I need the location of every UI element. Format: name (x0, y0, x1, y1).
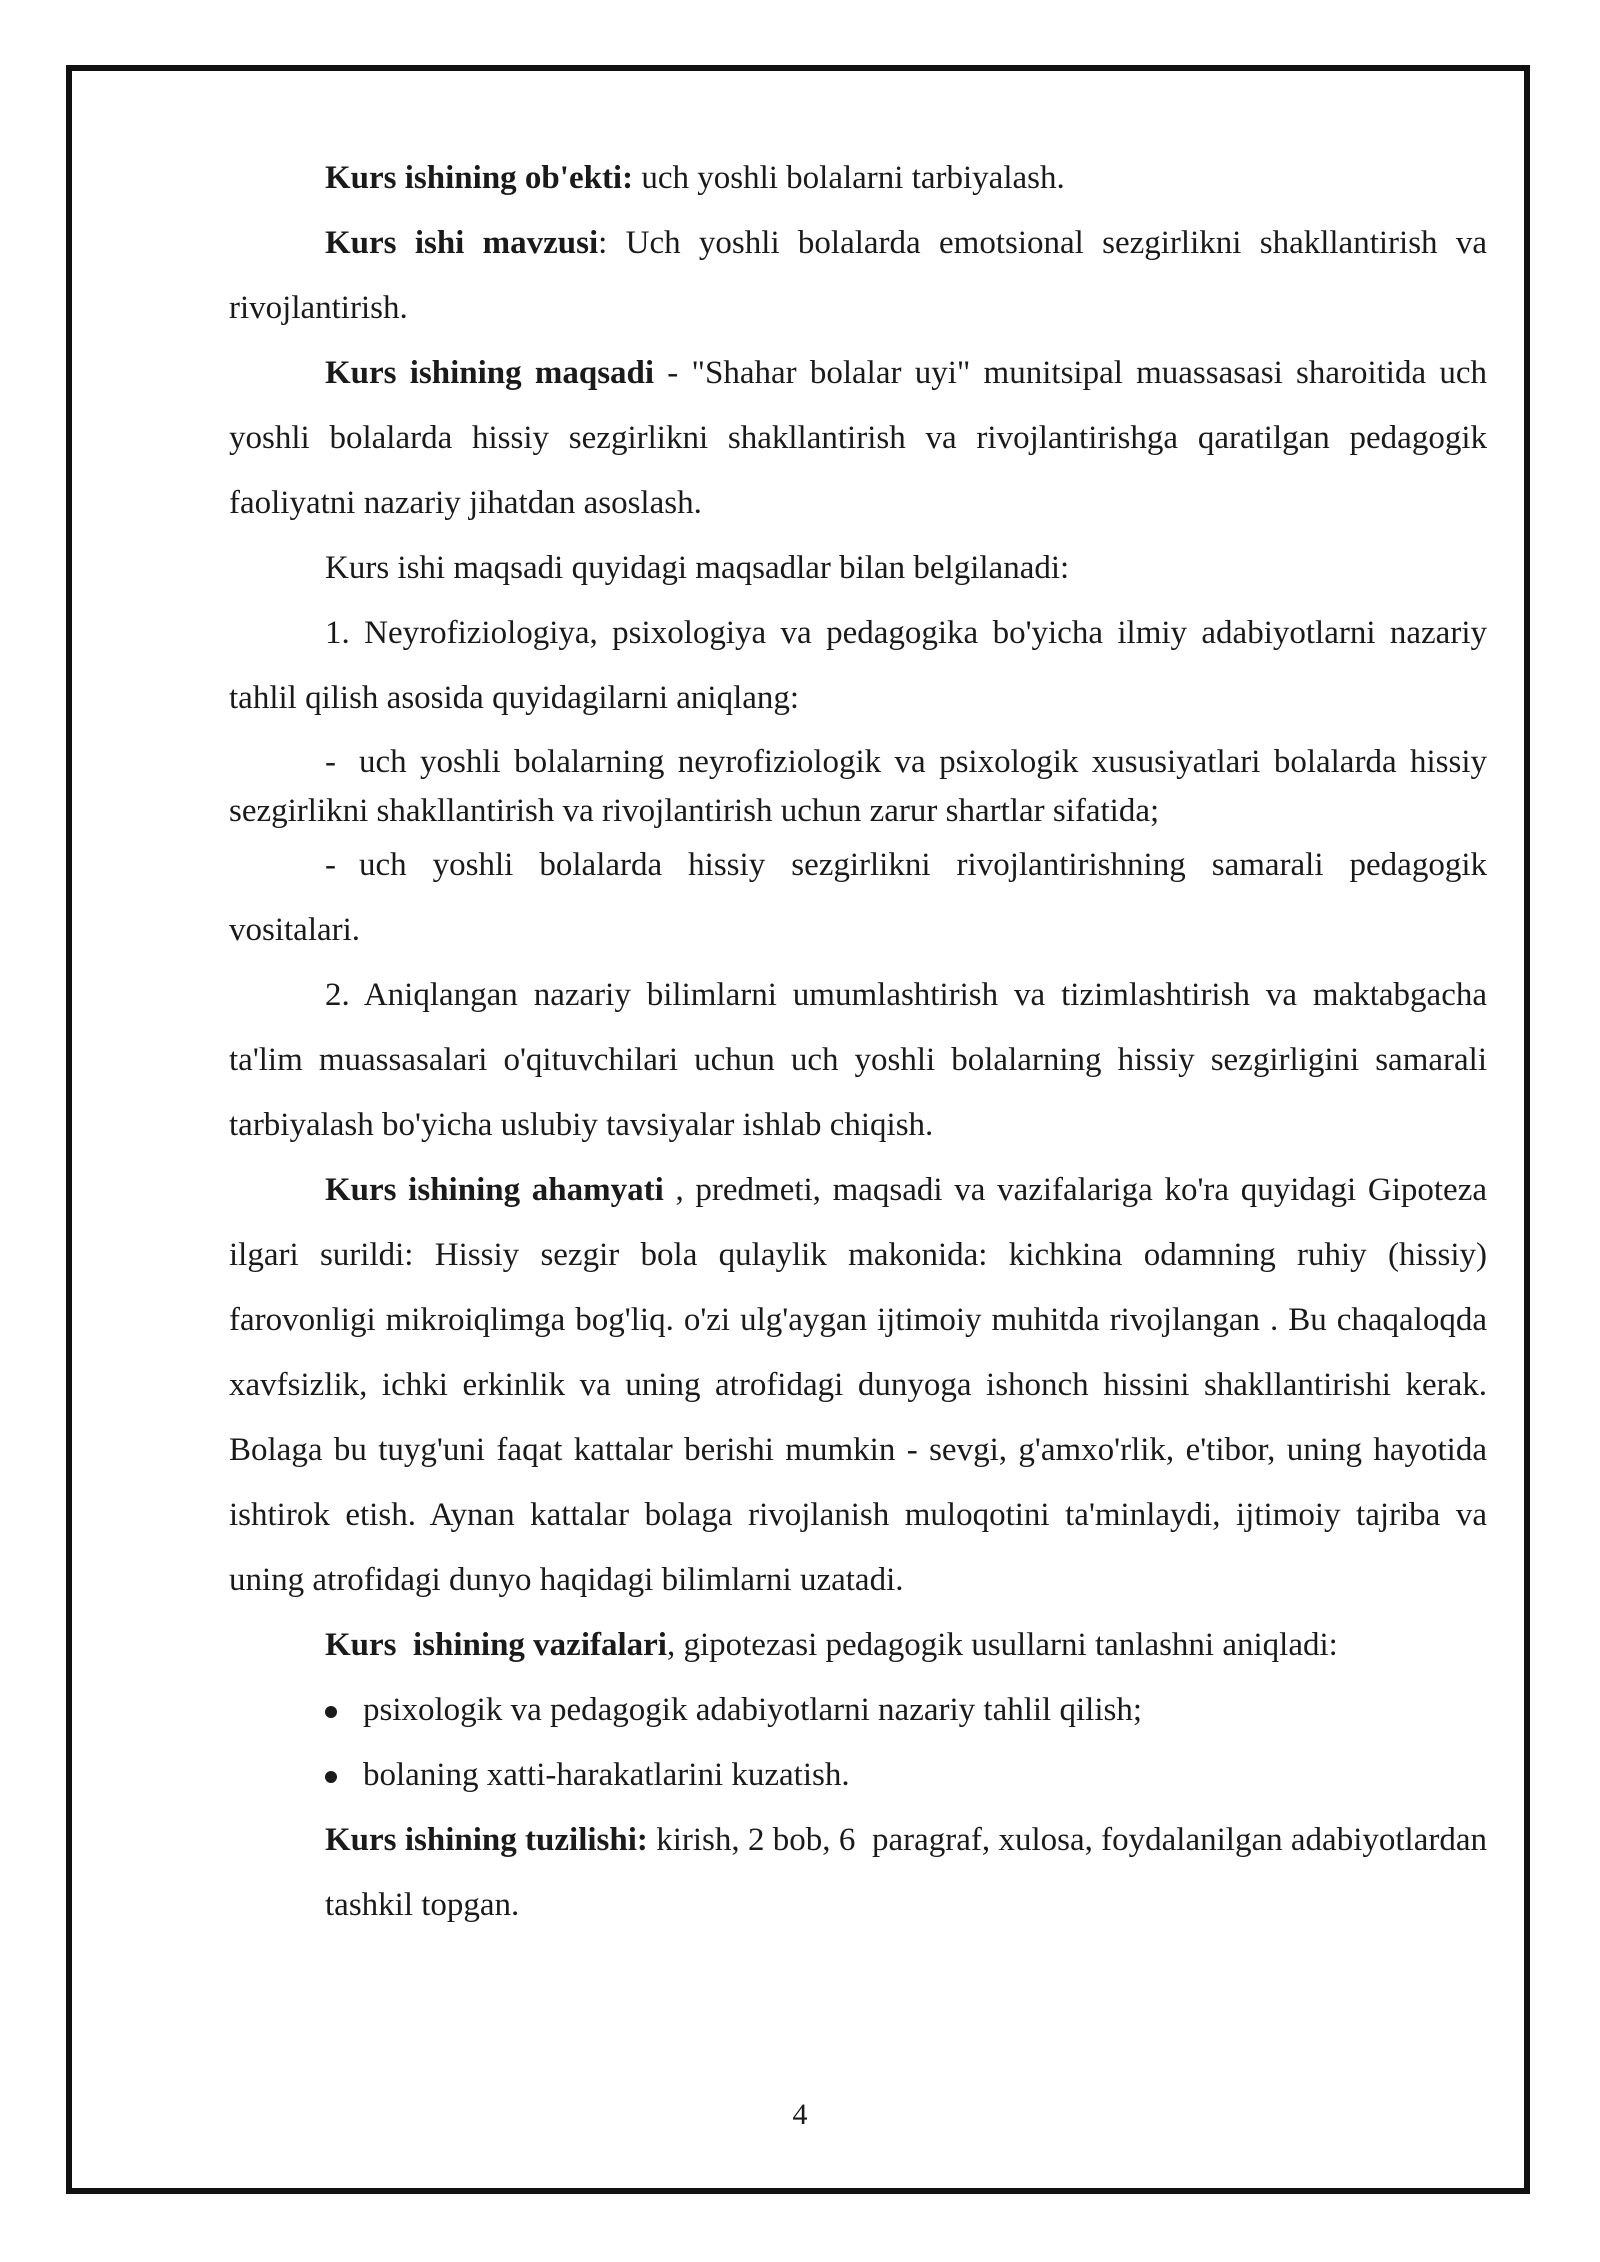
list-item (325, 1678, 1487, 1743)
tasks-label: Kurs ishining vazifalari (325, 1627, 667, 1663)
goals-intro: Kurs ishi maqsadi quyidagi maqsadlar bilan belgilanadi: (325, 550, 1070, 586)
goal-paragraph (229, 341, 1487, 536)
importance-text: , predmeti, maqsadi va vazifalariga ko'ra quyidagi Gipoteza ilgari surildi: Hissiy sezgir bola qulaylik makonida: kichkina odamning ruhiy (hissiy) farovonligi mikroiqlimga bog'liq. o'zi ulg'aygan ijtimoiy muhitda rivojlangan . Bu chaqaloqda xavfsizlik, ichki erkinlik va uning atrofidagi dunyoga ishonch hissini shakllantirishi kerak. Bolaga bu tuyg'uni faqat kattalar berishi mumkin - sevgi, g'amxo'rlik, e'tibor, uning hayotida ishtirok etish. Aynan kattalar bolaga rivojlanish muloqotini ta'minlaydi, ijtimoiy tajriba va uning atrofidagi dunyo haqidagi bilimlarni uzatadi. (229, 1172, 1487, 1598)
structure-text: kirish, 2 bob, 6 paragraf, xulosa, foydalanilgan adabiyotlardan tashkil topgan. (325, 1822, 1496, 1923)
dash-item-2 (229, 833, 1487, 963)
importance-label: Kurs ishining ahamyati (325, 1172, 664, 1208)
goal-label: Kurs ishining maqsadi (325, 355, 655, 391)
bullet-icon (325, 1771, 337, 1783)
importance-paragraph (229, 1158, 1487, 1613)
dash-item-1-text: uch yoshli bolalarning neyrofiziologik va psixologik xususiyatlari bolalarda hissiy sezgirlikni shakllantirish va rivojlantirish uchun zarur shartlar sifatida; (229, 744, 1487, 829)
topic-text: : Uch yoshli bolalarda emotsional sezgirlikni shakllantirish va rivojlantirish. (229, 225, 1487, 326)
topic-label: Kurs ishi mavzusi (325, 225, 599, 261)
goal-text: - "Shahar bolalar uyi" munitsipal muassasasi sharoitida uch yoshli bolalarda hissiy sezgirlikni shakllantirish va rivojlantirishga qaratilgan pedagogik faoliyatni nazariy jihatdan asoslash. (229, 355, 1487, 521)
structure-paragraph (229, 1808, 1496, 1938)
goal-item-2: 2. Aniqlangan nazariy bilimlarni umumlashtirish va tizimlashtirish va maktabgacha ta'lim muassasalari o'qituvchilari uchun uch yoshli bolalarning hissiy sezgirligini samarali tarbiyalash bo'yicha uslubiy tavsiyalar ishlab chiqish. (229, 977, 1487, 1143)
bullet-icon (325, 1706, 337, 1718)
list-item (325, 1743, 1487, 1808)
tasks-bullet-list (229, 1678, 1487, 1808)
dash-marker: - (325, 847, 336, 883)
tasks-paragraph (229, 1613, 1487, 1678)
topic-paragraph (229, 211, 1487, 341)
bullet-text: bolaning xatti-harakatlarini kuzatish. (363, 1757, 850, 1793)
object-text: uch yoshli bolalarni tarbiyalash. (633, 160, 1065, 196)
dash-item-1 (229, 738, 1487, 836)
goal-item-1: 1. Neyrofiziologiya, psixologiya va pedagogika bo'yicha ilmiy adabiyotlarni nazariy tahlil qilish asosida quyidagilarni aniqlang: (229, 615, 1487, 716)
document-body (229, 146, 1496, 1938)
bullet-text: psixologik va pedagogik adabiyotlarni nazariy tahlil qilish; (363, 1692, 1142, 1728)
dash-marker: - (325, 744, 336, 780)
structure-label: Kurs ishining tuzilishi: (325, 1822, 648, 1858)
object-label: Kurs ishining ob'ekti: (325, 160, 634, 196)
page-number: 4 (792, 2098, 808, 2131)
tasks-text: , gipotezasi pedagogik usullarni tanlashni aniqladi: (666, 1627, 1338, 1663)
dash-item-2-text: uch yoshli bolalarda hissiy sezgirlikni rivojlantirishning samarali pedagogik vositalari. (229, 847, 1487, 948)
object-paragraph (229, 146, 1487, 211)
